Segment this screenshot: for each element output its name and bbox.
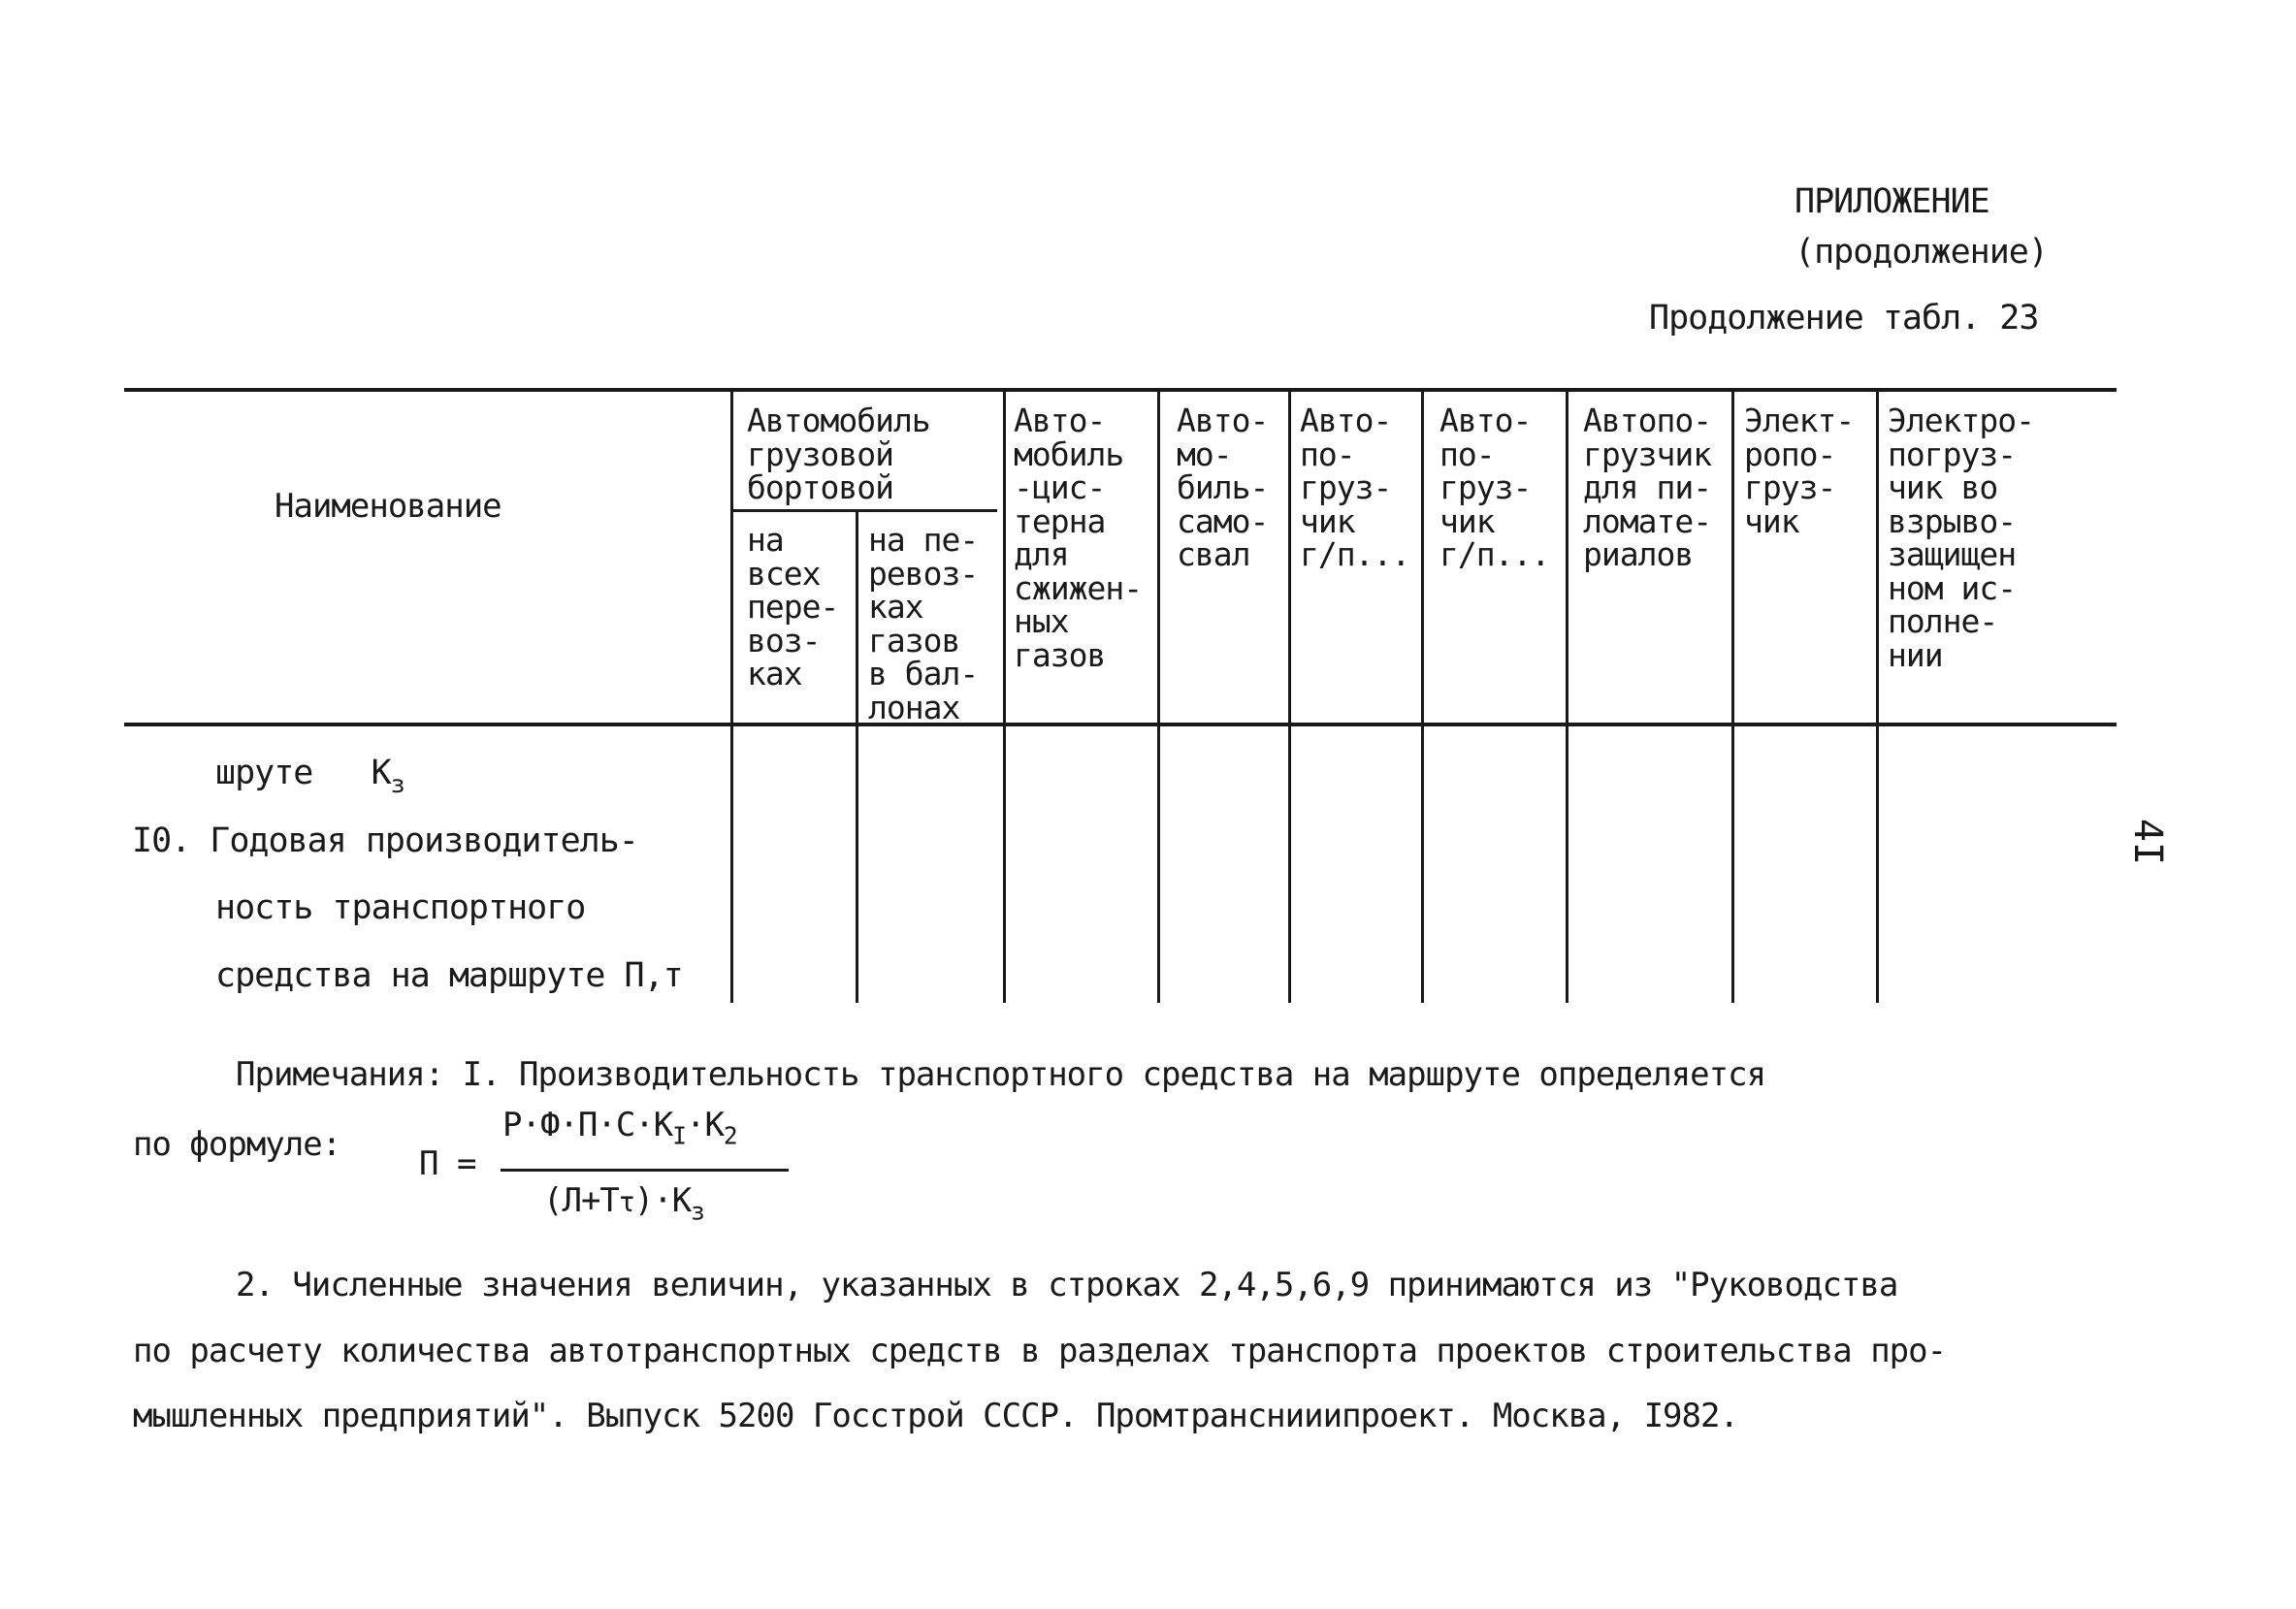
col-header-lumber-loader: Автопо- грузчик для пи- ломате- риалов bbox=[1583, 402, 1712, 573]
table-continuation-label: Продолжение табл. 23 bbox=[1649, 299, 2039, 338]
formula-num-sub2: 2 bbox=[723, 1121, 737, 1150]
row10-line2: ность транспортного bbox=[215, 888, 586, 927]
formula-num-part1: Р·Ф·П·С·К bbox=[502, 1106, 673, 1144]
formula-den-part2: )·К bbox=[633, 1181, 692, 1220]
row9-symbol: К bbox=[371, 754, 391, 792]
subheader-all-transport: на всех пере- воз- ках bbox=[747, 521, 839, 692]
formula-den-part1: (Л+Т bbox=[543, 1181, 619, 1220]
col-divider bbox=[856, 511, 858, 1003]
row9-tail bbox=[215, 754, 404, 798]
note-2-line1: 2. Численные значения величин, указанных в строках 2,4,5,6,9 принимаются из "Руководства bbox=[236, 1266, 1898, 1304]
group-header-underline bbox=[732, 509, 997, 512]
formula-den-sub: з bbox=[691, 1197, 704, 1226]
col-header-explosion-proof-loader: Электро- погруз- чик во взрыво- защищен ном ис- полне- нии bbox=[1888, 402, 2034, 674]
col-divider bbox=[730, 392, 733, 1003]
note-1-continuation: по формуле: bbox=[133, 1125, 341, 1164]
col-header-dump-truck: Авто- мо- биль- само- свал bbox=[1177, 402, 1269, 573]
col-header-loader-1: Авто- по- груз- чик г/п... bbox=[1300, 402, 1410, 573]
note-2-line2: по расчету количества автотранспортных средств в разделах транспорта проектов строительства про- bbox=[133, 1332, 1947, 1370]
formula-den-tau: τ bbox=[618, 1186, 634, 1218]
row9-symbol-sub: з bbox=[390, 769, 404, 798]
col-divider bbox=[1003, 392, 1006, 1003]
page-number: 4I bbox=[2125, 818, 2171, 866]
formula-fraction-bar bbox=[501, 1169, 789, 1172]
col-divider bbox=[1876, 392, 1879, 1003]
formula-denominator bbox=[543, 1181, 704, 1226]
row10-line3: средства на маршруте П,т bbox=[215, 956, 683, 995]
name-column-header: Наименование bbox=[275, 487, 501, 526]
subheader-gas-cylinders: на пе- ревоз- ках газов в бал- лонах bbox=[868, 521, 979, 726]
formula-num-part2: ·К bbox=[685, 1106, 724, 1144]
col-divider bbox=[1288, 392, 1291, 1003]
note-2-line3: мышленных предприятий". Выпуск 5200 Госстрой СССР. Промтранснииипроект. Москва, I982. bbox=[133, 1397, 1738, 1435]
formula-numerator bbox=[502, 1106, 737, 1150]
col-divider bbox=[1157, 392, 1160, 1003]
table-top-rule bbox=[124, 388, 2117, 392]
note-1: Примечания: I. Производительность транспортного средства на маршруте определяется bbox=[236, 1055, 1766, 1094]
col-header-cistern: Авто- мобиль -цис- терна для сжижен- ных газов bbox=[1014, 402, 1143, 674]
col-divider bbox=[1421, 392, 1424, 1003]
row10-line1: I0. Годовая производитель- bbox=[132, 821, 638, 860]
formula-lhs: П = bbox=[419, 1144, 476, 1183]
table-header-bottom-rule bbox=[124, 723, 2117, 726]
row9-tail-text: шруте bbox=[215, 754, 313, 792]
col-divider bbox=[1731, 392, 1734, 1003]
appendix-continuation: (продолжение) bbox=[1795, 233, 2048, 272]
group-header-cargo-truck: Автомобиль грузовой бортовой bbox=[747, 402, 930, 506]
col-divider bbox=[1566, 392, 1568, 1003]
appendix-title: ПРИЛОЖЕНИЕ bbox=[1795, 182, 1989, 221]
formula-num-sub1: I bbox=[672, 1121, 686, 1150]
col-header-electric-loader: Элект- ропо- груз- чик bbox=[1744, 402, 1855, 540]
col-header-loader-2: Авто- по- груз- чик г/п... bbox=[1439, 402, 1550, 573]
